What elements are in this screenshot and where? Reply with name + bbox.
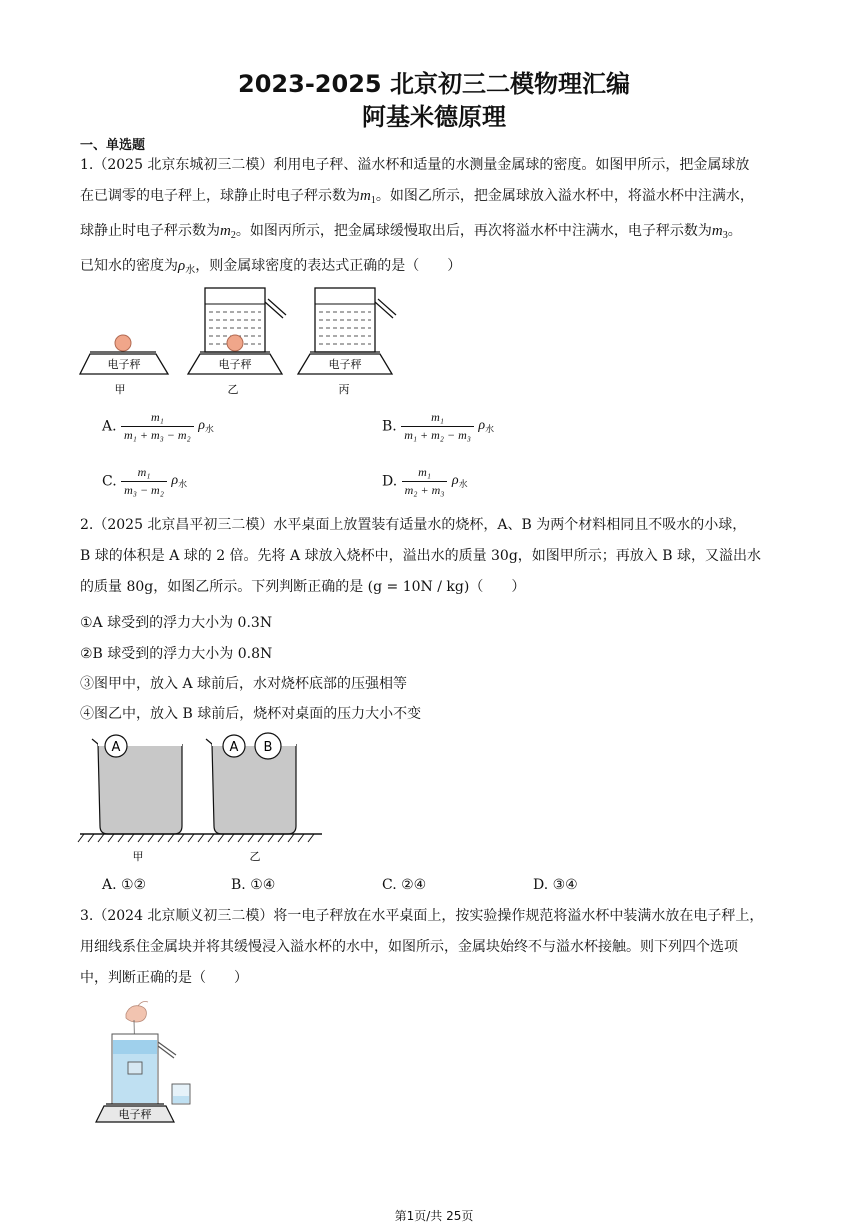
q2-option-b[interactable]: B. ①④ xyxy=(231,877,276,893)
question-3-text xyxy=(80,901,792,994)
q3-line3: 中，判断正确的是（ ） xyxy=(80,970,248,986)
q2-option-d[interactable]: D. ③④ xyxy=(533,877,578,893)
question-1-text xyxy=(80,150,792,286)
q2-ball-a-yi: A xyxy=(229,740,239,755)
q1-line4: 已知水的密度为$\rho_水$，则金属球密度的表达式正确的是（ ） xyxy=(80,258,462,276)
svg-text:电子秤: 电子秤 xyxy=(107,358,141,371)
page-footer: 第1页/共 25页 xyxy=(394,1209,474,1223)
q1-option-b[interactable]: B. $\frac{\text{m₁}}{\text{m₁ + m₂ − m₃}}$ $\rho_水$ xyxy=(382,410,495,442)
q1-fig-label-jia: 甲 xyxy=(114,383,126,396)
q1-option-d[interactable]: D. $\frac{\text{m₁}}{\text{m₂ + m₃}}$ $\rho_水$ xyxy=(382,465,468,497)
q1-option-c[interactable]: C. $\frac{\text{m₁}}{\text{m₃ − m₂}}$ $\rho_水$ xyxy=(102,465,188,497)
section-heading: 一、单选题 xyxy=(80,138,146,153)
q1-line2: 在已调零的电子秤上，球静止时电子秤示数为$m_1$。如图乙所示，把金属球放入溢水杯中，将溢水杯中注满水， xyxy=(80,188,754,206)
q2-statement-4: ④图乙中，放入 B 球前后，烧杯对桌面的压力大小不变 xyxy=(80,706,422,722)
q2-beaker-jia xyxy=(92,735,182,834)
svg-text:电子秤: 电子秤 xyxy=(218,358,252,371)
q3-line2: 用细线系住金属块并将其缓慢浸入溢水杯的水中，如图所示，金属块始终不与溢水杯接触。则下列四个选项 xyxy=(80,939,738,955)
svg-text:电子秤: 电子秤 xyxy=(118,1108,152,1121)
q2-ball-b-yi: B xyxy=(263,740,273,755)
q2-figure xyxy=(78,730,328,865)
q1-fig-bing xyxy=(298,288,396,374)
q2-line3: 的质量 80g，如图乙所示。下列判断正确的是 (g = 10N / kg)（ ） xyxy=(80,579,526,595)
page-subtitle: 阿基米德原理 xyxy=(362,103,506,131)
q2-line2: B 球的体积是 A 球的 2 倍。先将 A 球放入烧杯中，溢出水的质量 30g，如图甲所示；再放入 B 球，又溢出水 xyxy=(80,548,761,564)
q1-fig-jia xyxy=(80,335,168,374)
q1-fig-yi xyxy=(188,288,286,374)
q2-option-a[interactable]: A. ①② xyxy=(102,877,147,893)
q2-fig-label-jia: 甲 xyxy=(132,850,144,863)
q1-fig-label-bing: 丙 xyxy=(338,383,350,396)
q3-line1: 3.（2024 北京顺义初三二模）将一电子秤放在水平桌面上，按实验操作规范将溢水杯中装满水放在电子秤上， xyxy=(80,908,764,924)
hand-icon xyxy=(126,1002,148,1023)
q1-figure xyxy=(78,284,408,399)
q2-statement-3: ③图甲中，放入 A 球前后，水对烧杯底部的压强相等 xyxy=(80,676,408,692)
q2-beaker-yi xyxy=(206,733,296,834)
svg-text:电子秤: 电子秤 xyxy=(328,358,362,371)
q1-fig-label-yi: 乙 xyxy=(227,383,239,396)
q1-option-a[interactable]: A. $\frac{\text{m₁}}{\text{m₁ + m₃ − m₂}}$ $\rho_水$ xyxy=(102,410,214,442)
q2-statement-1: ①A 球受到的浮力大小为 0.3N xyxy=(80,615,273,631)
q2-ball-a-jia: A xyxy=(111,740,121,755)
q1-line1: 1.（2025 北京东城初三二模）利用电子秤、溢水杯和适量的水测量金属球的密度。如图甲所示，把金属球放 xyxy=(80,157,750,173)
q1-line3: 球静止时电子秤示数为$m_2$。如图丙所示，把金属球缓慢取出后，再次将溢水杯中注满水，电子秤示数为$m_3$。 xyxy=(80,223,742,241)
q2-option-c[interactable]: C. ②④ xyxy=(382,877,427,893)
page-title: 2023-2025 北京初三二模物理汇编 xyxy=(238,70,630,98)
q2-statement-2: ②B 球受到的浮力大小为 0.8N xyxy=(80,646,273,662)
q3-figure xyxy=(78,1000,228,1120)
question-2-text xyxy=(80,510,792,603)
q2-line1: 2.（2025 北京昌平初三二模）水平桌面上放置装有适量水的烧杯，A、B 为两个材料相同且不吸水的小球， xyxy=(80,517,747,533)
q2-fig-label-yi: 乙 xyxy=(249,850,261,863)
